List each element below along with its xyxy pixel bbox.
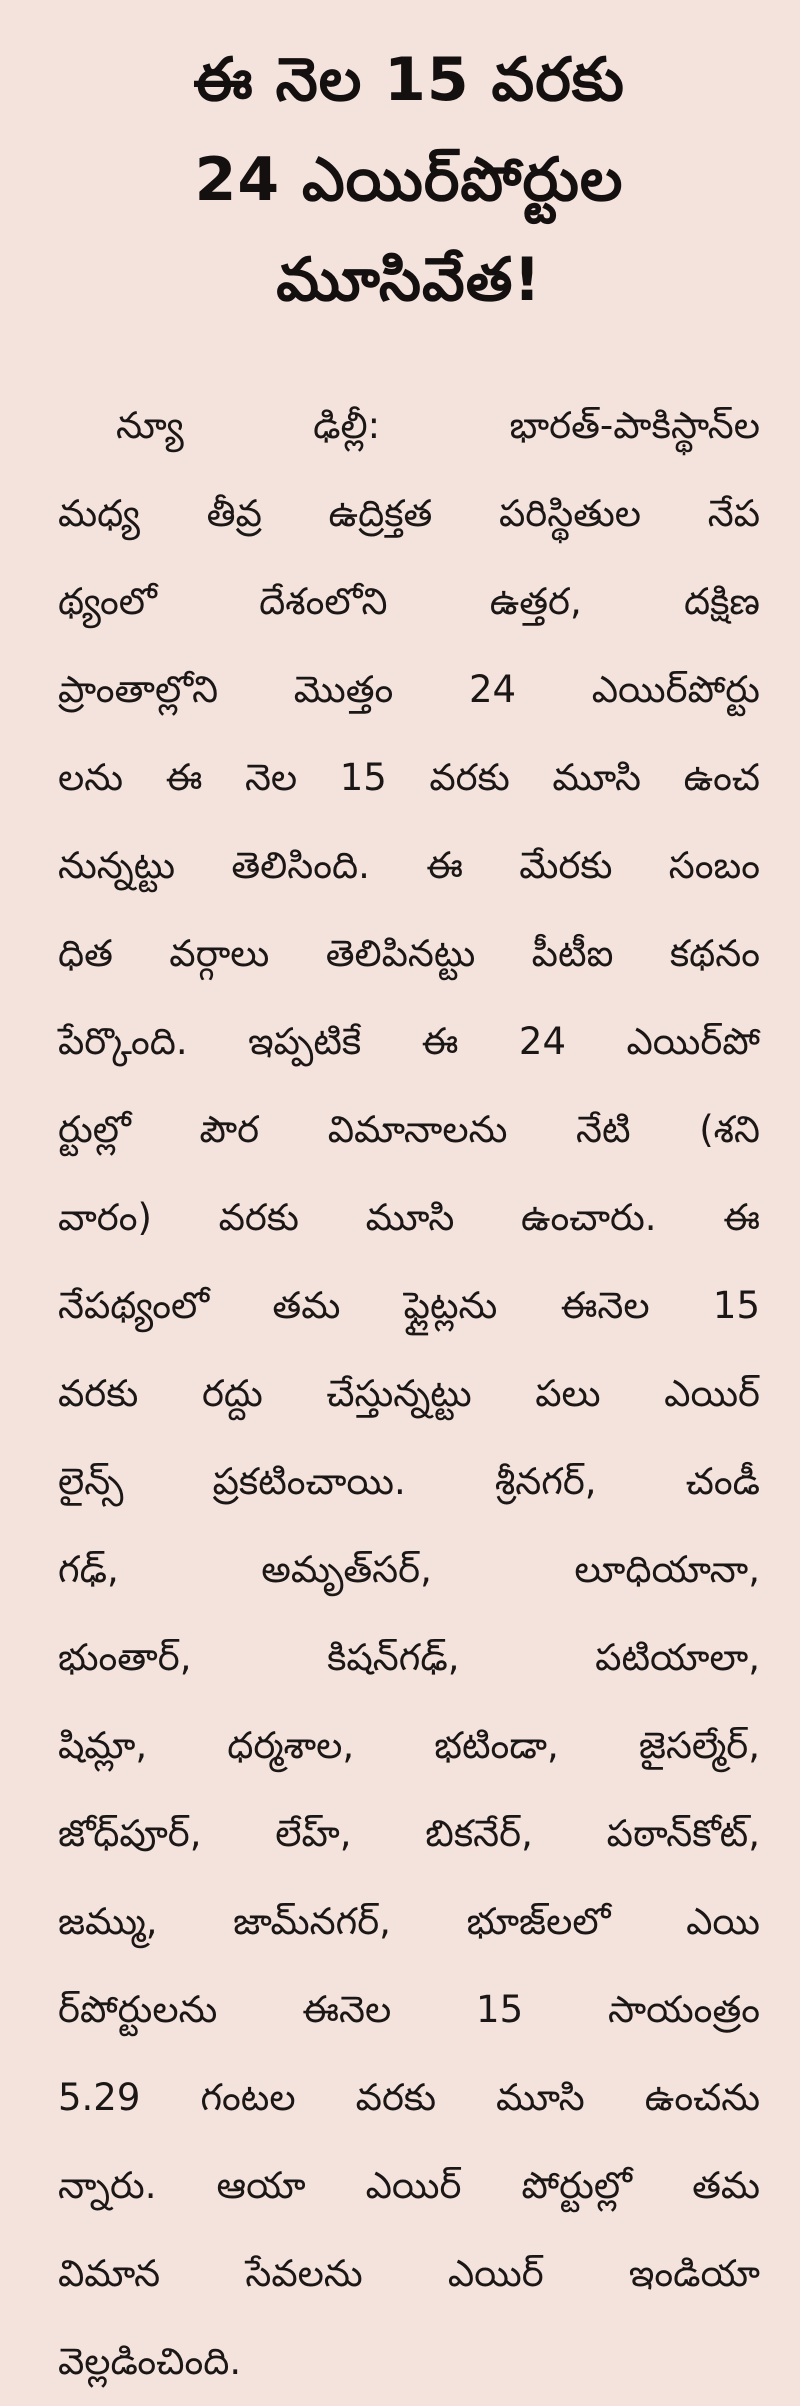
body-line: జమ్ము, జామ్‌నగర్, భూజ్‌లలో ఎయి [58, 1900, 760, 1943]
headline-line: 24 ఎయిర్‌పోర్టుల [194, 145, 624, 215]
body-line: 5.29 గంటల వరకు మూసి ఉంచను [58, 2076, 760, 2119]
body-line: వారం) వరకు మూసి ఉంచారు. ఈ [58, 1196, 760, 1239]
body-line: న్యూ ఢిల్లీ: భారత్‌-పాకిస్థాన్‌ల [116, 404, 760, 447]
body-line: వెల్లడించింది. [58, 2340, 242, 2383]
body-line: ర్‌పోర్టులను ఈనెల 15 సాయంత్రం [58, 1988, 760, 2031]
body-line: విమాన సేవలను ఎయిర్ ఇండియా [58, 2252, 760, 2295]
body-line: జోధ్‌పూర్, లేహ్, బికనేర్, పఠాన్‌కోట్, [58, 1812, 760, 1855]
body-line: ప్రాంతాల్లోని మొత్తం 24 ఎయిర్‌పోర్టు [58, 668, 760, 711]
body-line: ర్టుల్లో పౌర విమానాలను నేటి (శని [58, 1108, 760, 1151]
body-line: నేపథ్యంలో తమ ఫ్లైట్లను ఈనెల 15 [58, 1284, 760, 1327]
headline-line: ఈ నెల 15 వరకు [193, 45, 625, 115]
body-line: షిమ్లా, ధర్మశాల, భటిండా, జైసల్మేర్, [58, 1724, 760, 1767]
body-line: పేర్కొంది. ఇప్పటికే ఈ 24 ఎయిర్‌పో [58, 1020, 760, 1063]
body-line: వరకు రద్దు చేస్తున్నట్టు పలు ఎయిర్‌ [58, 1372, 760, 1415]
body-line: లను ఈ నెల 15 వరకు మూసి ఉంచ [58, 756, 760, 799]
article-headline [58, 30, 760, 330]
body-line: లైన్స్ ప్రకటించాయి. శ్రీనగర్, చండీ [58, 1460, 760, 1503]
body-line: మధ్య తీవ్ర ఉద్రిక్తత పరిస్థితుల నేప [58, 492, 760, 535]
headline-line: మూసివేత! [276, 245, 542, 315]
body-line: నున్నట్టు తెలిసింది. ఈ మేరకు సంబం [58, 844, 760, 887]
body-line: న్నారు. ఆయా ఎయిర్ పోర్టుల్లో తమ [58, 2164, 760, 2207]
body-line: భుంతార్, కిషన్‌గఢ్, పటియాలా, [58, 1636, 760, 1679]
body-line: గఢ్, అమృత్‌సర్, లూధియానా, [58, 1548, 760, 1591]
article-body [58, 382, 760, 2406]
body-line: ధిత వర్గాలు తెలిపినట్టు పీటీఐ కథనం [58, 932, 760, 975]
body-line: థ్యంలో దేశంలోని ఉత్తర, దక్షిణ [58, 580, 760, 623]
